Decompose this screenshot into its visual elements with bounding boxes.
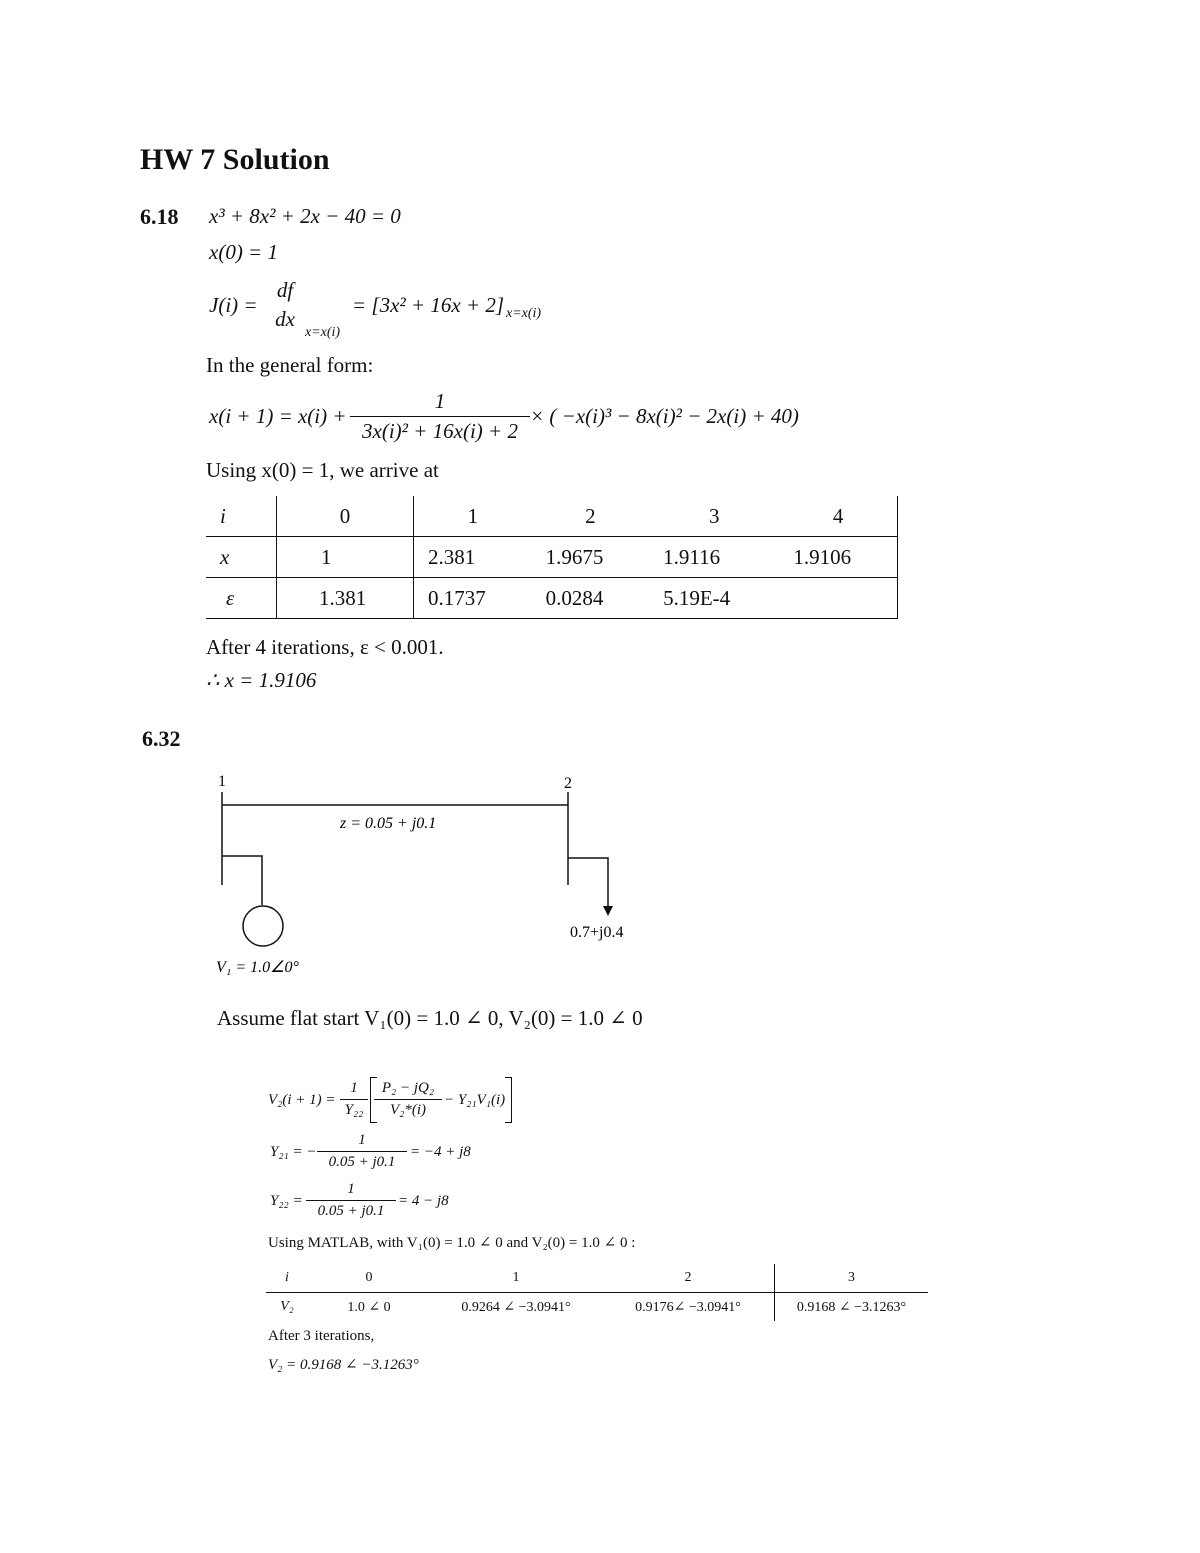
v2-frac1-den: Y₂₂ (340, 1099, 368, 1119)
table-cell: 0.1737 (428, 585, 486, 610)
bus-2-label: 2 (564, 775, 572, 792)
table-cell: i (285, 1270, 289, 1285)
v2-frac2-num: P₂ − jQ₂ (381, 1080, 435, 1096)
table-row (206, 578, 898, 619)
load-label: 0.7+j0.4 (570, 924, 624, 941)
y21-fraction (317, 1132, 407, 1171)
table-cell: 4 (779, 496, 897, 537)
generator-symbol (243, 906, 283, 946)
table-cell: 1.9675 (545, 544, 604, 569)
table-cell: 1.0 ∠ 0 (347, 1299, 391, 1315)
iteration-lhs: x(i + 1) = x(i) + (209, 404, 347, 428)
result-6-18: ∴ x = 1.9106 (206, 668, 317, 692)
v1-label: V₁ = 1.0∠0° (216, 959, 299, 976)
v2-update-frac1 (340, 1080, 368, 1119)
table-header-row (206, 496, 898, 537)
iteration-table (206, 496, 898, 619)
table-cell: 0.9176∠ −3.0941° (602, 1293, 775, 1322)
iterations-statement-6-32: After 3 iterations, (268, 1328, 375, 1344)
table-cell: 3 (848, 1270, 855, 1285)
result-6-32: V₂ = 0.9168 ∠ −3.1263° (268, 1357, 419, 1373)
page-title: HW 7 Solution (140, 143, 330, 176)
problem-number-6-18: 6.18 (140, 204, 179, 229)
jacobian-lhs: J(i) = (209, 293, 258, 317)
v2-update-lhs: V₂(i + 1) = (268, 1092, 336, 1108)
y22-num: 1 (347, 1181, 355, 1197)
table-cell: 1.9106 (779, 537, 897, 578)
problem-number-6-32: 6.32 (142, 726, 181, 751)
jacobian-subscript: x=x(i) (305, 325, 341, 340)
load-arrow-icon (603, 906, 613, 916)
y21-rhs: = −4 + j8 (410, 1144, 471, 1160)
iteration-denominator: 3x(i)² + 16x(i) + 2 (350, 416, 530, 444)
y21-lhs: Y₂₁ = − (270, 1144, 317, 1160)
y22-lhs: Y₂₂ = (270, 1193, 303, 1209)
v2-update-frac2 (374, 1080, 442, 1119)
table-cell: 0 (277, 496, 414, 537)
iteration-fraction (350, 389, 530, 444)
v2-frac1-num: 1 (350, 1080, 358, 1096)
jacobian-numerator: df (276, 278, 294, 302)
bus-1-label: 1 (218, 773, 226, 790)
iteration-numerator: 1 (434, 389, 446, 413)
v2-update-tail: − Y₂₁V₁(i) (444, 1092, 506, 1108)
table-cell: ε (206, 578, 277, 619)
table-cell: 2 (585, 503, 596, 528)
iteration-rhs: × ( −x(i)³ − 8x(i)² − 2x(i) + 40) (530, 404, 799, 428)
v2-frac2-den: V₂*(i) (374, 1099, 442, 1119)
jacobian-rhs-subscript: x=x(i) (506, 306, 542, 321)
jacobian-rhs: = [3x² + 16x + 2] (352, 293, 505, 317)
table-cell: 1 (467, 503, 479, 528)
initial-condition: x(0) = 1 (209, 240, 278, 264)
y22-fraction (306, 1181, 396, 1220)
table-row (266, 1293, 928, 1322)
polynomial-equation: x³ + 8x² + 2x − 40 = 0 (209, 204, 401, 228)
table-cell: 1.9116 (663, 544, 721, 569)
table-cell: 3 (708, 503, 720, 528)
table-header-row (266, 1264, 928, 1293)
iterations-statement: After 4 iterations, ε < 0.001. (206, 635, 444, 659)
table-cell: 2 (602, 1264, 775, 1293)
impedance-label: z = 0.05 + j0.1 (340, 815, 437, 832)
jacobian-denominator: dx (275, 307, 295, 331)
table-row (206, 537, 898, 578)
table-cell (779, 578, 897, 619)
table-cell: 0.9168 ∠ −3.1263° (796, 1299, 907, 1315)
table-cell: 1 (512, 1270, 520, 1285)
table-cell: 2.381 (428, 544, 476, 569)
table-cell: 5.19E-4 (663, 585, 731, 610)
table-cell: 1.381 (277, 578, 414, 619)
using-initial-text: Using x(0) = 1, we arrive at (206, 458, 439, 482)
table-cell: 0 (365, 1270, 373, 1285)
right-bracket (505, 1077, 512, 1123)
one-line-diagram (200, 760, 680, 990)
jacobian-fraction (266, 278, 304, 332)
table-cell: i (206, 496, 277, 537)
generator-connection (222, 856, 262, 905)
table-cell: 1 (277, 537, 414, 578)
v2-iteration-table (266, 1264, 928, 1321)
general-form-label: In the general form: (206, 353, 374, 377)
y22-rhs: = 4 − j8 (398, 1193, 449, 1209)
y22-den: 0.05 + j0.1 (306, 1200, 396, 1220)
y21-num: 1 (358, 1132, 366, 1148)
table-cell: V₂ (280, 1299, 294, 1314)
table-cell: 0.0284 (545, 585, 604, 610)
matlab-text: Using MATLAB, with V₁(0) = 1.0 ∠ 0 and V₂(0) = 1.0 ∠ 0 : (268, 1235, 636, 1251)
load-connection (568, 858, 608, 910)
table-cell: x (206, 537, 277, 578)
flat-start-assumption: Assume flat start V₁(0) = 1.0 ∠ 0, V₂(0) = 1.0 ∠ 0 (217, 1006, 643, 1030)
y21-den: 0.05 + j0.1 (317, 1151, 407, 1171)
table-cell: 0.9264 ∠ −3.0941° (461, 1299, 571, 1315)
